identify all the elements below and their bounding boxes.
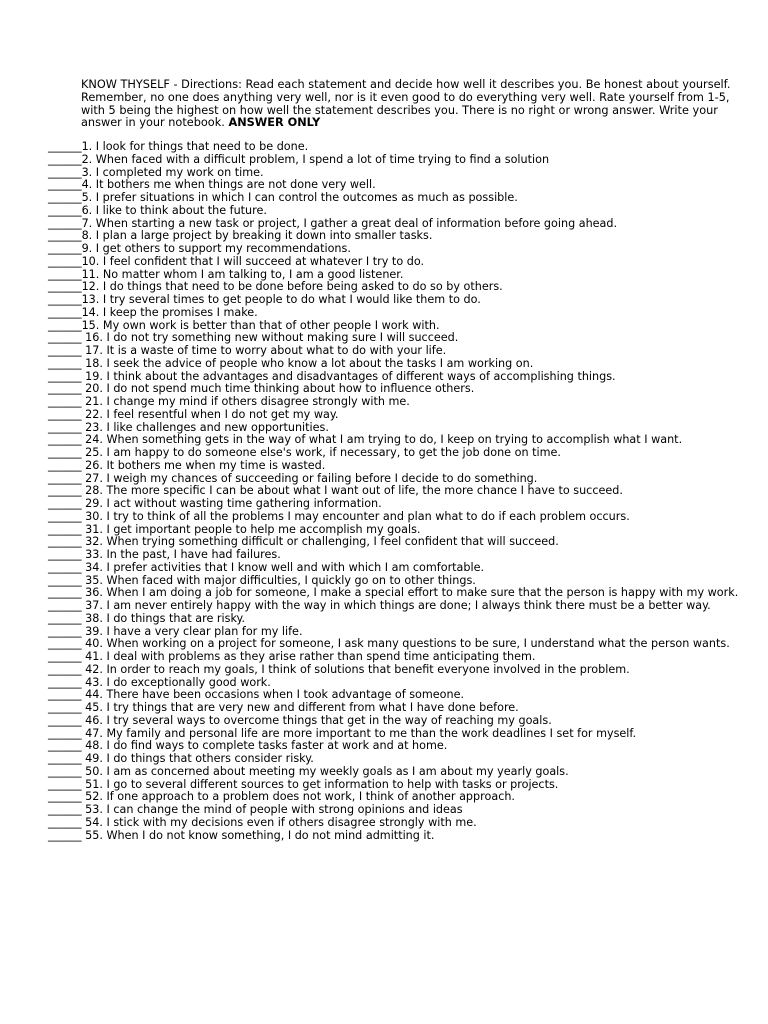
question-item-47: ______ 47. My family and personal life are more important to me than the work deadlines I set for myself. [48,726,637,740]
question-item-17: ______ 17. It is a waste of time to worry about what to do with your life. [48,344,447,357]
question-item-19: ______ 19. I think about the advantages and disadvantages of different ways of accomplishing things. [48,369,616,383]
question-item-36: ______ 36. When I am doing a job for someone, I make a special effort to make sure that the person is happy with my work. [48,586,739,600]
question-item-39: ______ 39. I have a very clear plan for my life. [48,624,303,638]
question-item-21: ______ 21. I change my mind if others disagree strongly with me. [48,395,410,408]
question-item-34: ______ 34. I prefer activities that I know well and with which I am comfortable. [48,560,485,574]
question-item-46: ______ 46. I try several ways to overcome things that get in the way of reaching my goals. [48,713,552,727]
question-item-6: ______6. I like to think about the future. [48,203,267,217]
question-item-23: ______ 23. I like challenges and new opportunities. [48,420,329,434]
question-item-29: ______ 29. I act without wasting time gathering information. [48,497,382,510]
question-item-33: ______ 33. In the past, I have had failures. [48,548,281,561]
directions-paragraph [81,79,749,130]
question-item-15: ______15. My own work is better than that of other people I work with. [48,318,440,332]
question-item-20: ______ 20. I do not spend much time thinking about how to influence others. [48,382,475,396]
question-item-35: ______ 35. When faced with major difficulties, I quickly go on to other things. [48,573,476,587]
question-item-32: ______ 32. When trying something difficult or challenging, I feel confident that will succeed. [48,535,559,549]
question-item-18: ______ 18. I seek the advice of people who know a lot about the tasks I am working on. [48,356,534,370]
question-item-10: ______10. I feel confident that I will succeed at whatever I try to do. [48,254,425,268]
question-item-41: ______ 41. I deal with problems as they arise rather than spend time anticipating them. [48,650,536,663]
question-item-31: ______ 31. I get important people to help me accomplish my goals. [48,522,421,536]
question-item-5: ______5. I prefer situations in which I can control the outcomes as much as possible. [48,191,518,204]
question-item-4: ______4. It bothers me when things are not done very well. [48,178,376,192]
question-item-52: ______ 52. If one approach to a problem does not work, I think of another approach. [48,790,515,804]
question-item-55: ______ 55. When I do not know something, I do not mind admitting it. [48,828,435,842]
question-item-7: ______7. When starting a new task or project, I gather a great deal of information before going ahead. [48,216,618,230]
question-item-49: ______ 49. I do things that others consider risky. [48,752,314,765]
question-item-12: ______12. I do things that need to be done before being asked to do so by others. [48,280,503,294]
question-item-11: ______11. No matter whom I am talking to, I am a good listener. [48,267,404,281]
question-item-22: ______ 22. I feel resentful when I do not get my way. [48,407,339,421]
question-item-30: ______ 30. I try to think of all the problems I may encounter and plan what to do if each problem occurs. [48,509,630,523]
question-item-2: ______2. When faced with a difficult problem, I spend a lot of time trying to find a solution [48,152,550,166]
question-item-3: ______3. I completed my work on time. [48,165,264,179]
question-item-13: ______13. I try several times to get people to do what I would like them to do. [48,293,481,306]
question-item-24: ______ 24. When something gets in the way of what I am trying to do, I keep on trying to accomplish what I want. [48,433,683,447]
question-item-42: ______ 42. In order to reach my goals, I think of solutions that benefit everyone involved in the problem. [48,662,630,676]
question-item-37: ______ 37. I am never entirely happy with the way in which things are done; I always think there must be a better way. [48,599,711,612]
question-item-1: ______1. I look for things that need to be done. [48,140,309,153]
question-item-9: ______9. I get others to support my recommendations. [48,242,351,255]
question-item-25: ______ 25. I am happy to do someone else's work, if necessary, to get the job done on time. [48,446,561,459]
question-item-50: ______ 50. I am as concerned about meeting my weekly goals as I am about my yearly goals. [48,764,569,778]
question-item-26: ______ 26. It bothers me when my time is wasted. [48,458,326,472]
answer-only-label: ANSWER ONLY [228,116,321,130]
question-item-28: ______ 28. The more specific I can be about what I want out of life, the more chance I have to succeed. [48,484,623,498]
question-item-54: ______ 54. I stick with my decisions even if others disagree strongly with me. [48,815,477,829]
question-list [30,141,748,842]
question-item-16: ______ 16. I do not try something new without making sure I will succeed. [48,331,459,345]
question-item-27: ______ 27. I weigh my chances of succeeding or failing before I decide to do something. [48,471,538,485]
question-item-43: ______ 43. I do exceptionally good work. [48,675,271,689]
question-item-44: ______ 44. There have been occasions when I took advantage of someone. [48,688,465,702]
question-item-14: ______14. I keep the promises I make. [48,305,258,319]
directions-text: KNOW THYSELF - Directions: Read each statement and decide how well it describes you. Be honest about yourself. Remember, no one does anything very well, nor is it even good to do everything very well. Rate yourself from 1-5, with 5 being the highest on how well the statement describes you. There is no right or wrong answer. Write your answer in your notebook. [81,78,731,130]
question-item-48: ______ 48. I do find ways to complete tasks faster at work and at home. [48,739,448,753]
question-item-8: ______8. I plan a large project by breaking it down into smaller tasks. [48,229,433,243]
question-item-45: ______ 45. I try things that are very new and different from what I have done before. [48,701,519,714]
question-item-53: ______ 53. I can change the mind of people with strong opinions and ideas [48,803,463,816]
question-item-40: ______ 40. When working on a project for someone, I ask many questions to be sure, I understand what the person wants. [48,637,730,651]
question-item-38: ______ 38. I do things that are risky. [48,611,246,625]
question-item-51: ______ 51. I go to several different sources to get information to help with tasks or projects. [48,777,559,791]
